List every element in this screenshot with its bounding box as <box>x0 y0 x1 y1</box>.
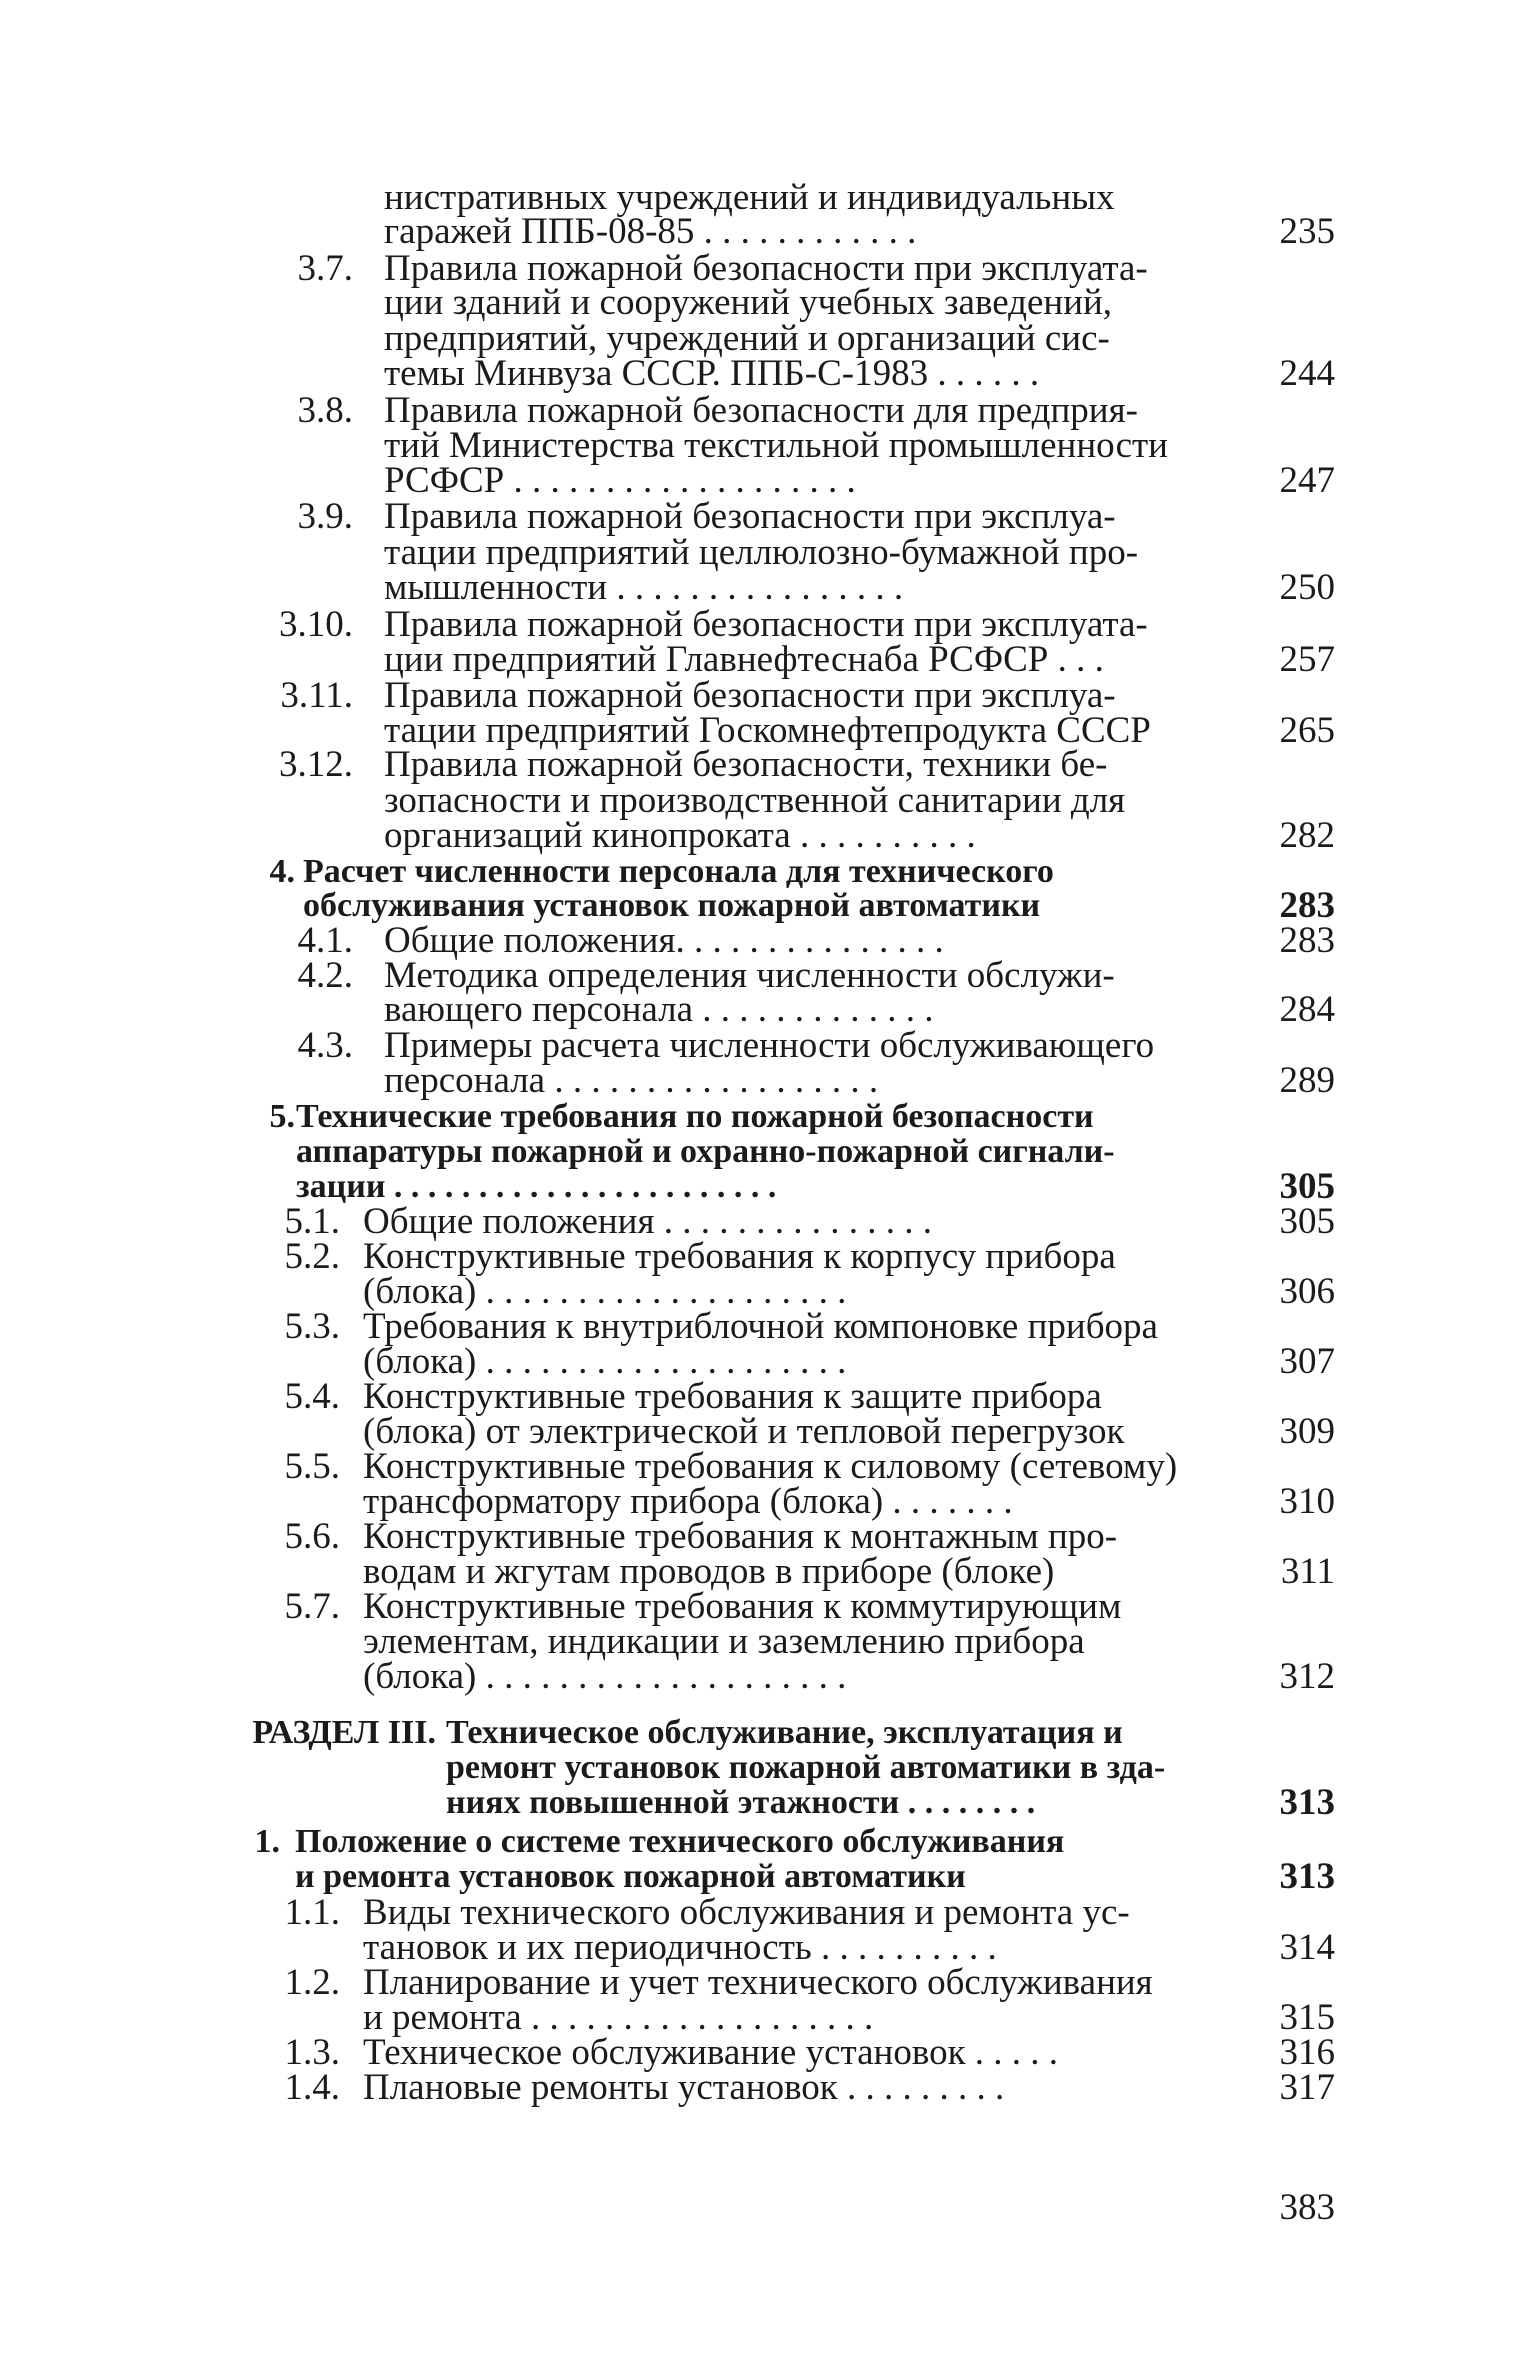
toc-item-number: 3.10. <box>279 604 353 645</box>
toc-item-title: организаций кинопроката . . . . . . . . . . <box>384 815 976 856</box>
toc-item-title: ции зданий и сооружений учебных заведений, <box>384 282 1113 323</box>
toc-item-title: темы Минвуза СССР. ППБ-С-1983 . . . . . . <box>384 353 1040 394</box>
toc-line <box>0 1657 1535 1717</box>
toc-item-title: Конструктивные требования к силовому (сетевому) <box>363 1446 1178 1487</box>
toc-item-title: мышленности . . . . . . . . . . . . . . . . <box>384 567 904 608</box>
toc-item-title: и ремонта . . . . . . . . . . . . . . . . . . . <box>363 1997 874 2038</box>
toc-item-number: 5.4. <box>284 1376 340 1417</box>
toc-item-number: 1.3. <box>284 2032 340 2073</box>
toc-item-title: Техническое обслуживание, эксплуатация и <box>446 1714 1123 1751</box>
toc-item-title: Примеры расчета численности обслуживающего <box>384 1025 1155 1066</box>
toc-page-number: 312 <box>1279 1656 1335 1697</box>
toc-item-title: Правила пожарной безопасности при эксплуа- <box>384 675 1116 716</box>
toc-page-number: 284 <box>1279 989 1335 1030</box>
toc-item-title: трансформатору прибора (блока) . . . . . . . <box>363 1481 1013 1522</box>
toc-item-number: 5.3. <box>284 1306 340 1347</box>
toc-page-number: 306 <box>1279 1271 1335 1312</box>
page-number: 383 <box>1279 2187 1335 2228</box>
toc-page-number: 244 <box>1279 353 1335 394</box>
toc-item-title: Правила пожарной безопасности, техники бе- <box>384 744 1108 785</box>
toc-item-title: тий Министерства текстильной промышленности <box>384 425 1168 466</box>
toc-item-title: (блока) . . . . . . . . . . . . . . . . . . . . <box>363 1341 847 1382</box>
toc-item-title: Правила пожарной безопасности при эксплуа- <box>384 496 1116 537</box>
toc-page-number: 313 <box>1279 1782 1335 1823</box>
toc-page-number: 307 <box>1279 1341 1335 1382</box>
toc-item-number: 3.11. <box>280 675 353 716</box>
toc-item-title: Конструктивные требования к защите прибора <box>363 1376 1102 1417</box>
toc-item-title: тановок и их периодичность . . . . . . . . . . <box>363 1927 997 1968</box>
toc-page-number: 311 <box>1280 1551 1335 1592</box>
toc-item-title: и ремонта установок пожарной автоматики <box>295 1858 966 1895</box>
toc-item-title: вающего персонала . . . . . . . . . . . . . <box>384 989 934 1030</box>
toc-item-title: гаражей ППБ-08-85 . . . . . . . . . . . . <box>384 211 917 252</box>
toc-item-title: Правила пожарной безопасности при эксплуата- <box>384 248 1148 289</box>
toc-item-title: Общие положения. . . . . . . . . . . . . . . <box>384 920 944 961</box>
toc-item-title: Конструктивные требования к коммутирующим <box>363 1586 1122 1627</box>
toc-item-number: 3.12. <box>279 744 353 785</box>
toc-item-title: Правила пожарной безопасности при эксплуата- <box>384 604 1148 645</box>
toc-page-number: 250 <box>1279 567 1335 608</box>
toc-item-number: 4. <box>269 853 295 890</box>
toc-page-number: 305 <box>1279 1201 1335 1242</box>
toc-item-title: ниях повышенной этажности . . . . . . . . <box>446 1784 1036 1821</box>
toc-item-title: персонала . . . . . . . . . . . . . . . . . . <box>384 1060 879 1101</box>
toc-item-number: 3.8. <box>297 390 353 431</box>
toc-item-title: зации . . . . . . . . . . . . . . . . . . . . . . . <box>296 1168 777 1205</box>
toc-page-number: 257 <box>1279 639 1335 680</box>
toc-item-number: 3.9. <box>297 496 353 537</box>
toc-item-title: Общие положения . . . . . . . . . . . . . . . <box>363 1201 932 1242</box>
toc-page-number: 313 <box>1279 1856 1335 1897</box>
toc-item-title: Методика определения численности обслужи- <box>384 955 1115 996</box>
toc-item-title: Плановые ремонты установок . . . . . . . . . <box>363 2067 1005 2108</box>
toc-item-title: зопасности и производственной санитарии для <box>384 780 1126 821</box>
toc-page-number: 283 <box>1279 885 1335 926</box>
toc-item-number: 5.1. <box>284 1201 340 1242</box>
toc-page-number: 305 <box>1279 1166 1335 1207</box>
toc-item-title: (блока) . . . . . . . . . . . . . . . . . . . . <box>363 1271 847 1312</box>
toc-item-title: Правила пожарной безопасности для предприя- <box>384 390 1138 431</box>
toc-item-title: Положение о системе технического обслуживания <box>295 1823 1065 1860</box>
toc-item-title: водам и жгутам проводов в приборе (блоке) <box>363 1551 1055 1592</box>
toc-item-number: 5.6. <box>284 1516 340 1557</box>
toc-item-number: 4.1. <box>297 920 353 961</box>
toc-item-title: аппаратуры пожарной и охранно-пожарной сигнали- <box>296 1133 1115 1170</box>
toc-item-title: тации предприятий Госкомнефтепродукта СССР <box>384 710 1151 751</box>
toc-item-title: ции предприятий Главнефтеснаба РСФСР . . . <box>384 639 1104 680</box>
toc-item-title: Требования к внутриблочной компоновке прибора <box>363 1306 1158 1347</box>
toc-item-title: Планирование и учет технического обслуживания <box>363 1962 1153 2003</box>
toc-page-number: 282 <box>1279 815 1335 856</box>
toc-page-number: 283 <box>1279 920 1335 961</box>
toc-item-number: 5.5. <box>284 1446 340 1487</box>
toc-item-number: 1. <box>254 1823 280 1860</box>
toc-item-number: 5. <box>269 1098 295 1135</box>
toc-item-title: (блока) . . . . . . . . . . . . . . . . . . . . <box>363 1656 847 1697</box>
toc-item-title: предприятий, учреждений и организаций сис- <box>384 318 1110 359</box>
toc-item-number: 1.2. <box>284 1962 340 2003</box>
toc-page-number: 316 <box>1279 2032 1335 2073</box>
toc-item-number: 4.3. <box>297 1025 353 1066</box>
toc-page-number: 247 <box>1279 460 1335 501</box>
toc-item-number: 3.7. <box>297 248 353 289</box>
toc-item-title: Конструктивные требования к корпусу прибора <box>363 1236 1116 1277</box>
toc-page-number: 314 <box>1279 1927 1335 1968</box>
toc-item-title: Техническое обслуживание установок . . . . . <box>363 2032 1059 2073</box>
toc-item-title: Расчет численности персонала для технического <box>303 853 1054 890</box>
toc-line <box>0 2068 1535 2128</box>
toc-item-number: 5.2. <box>284 1236 340 1277</box>
toc-item-title: элементам, индикации и заземлению прибора <box>363 1621 1085 1662</box>
toc-item-title: обслуживания установок пожарной автоматики <box>303 887 1041 924</box>
toc-item-title: ремонт установок пожарной автоматики в зда- <box>446 1749 1166 1786</box>
toc-page-number: 289 <box>1279 1060 1335 1101</box>
toc-page-number: 265 <box>1279 710 1335 751</box>
toc-page-number: 309 <box>1279 1411 1335 1452</box>
toc-page-number: 310 <box>1279 1481 1335 1522</box>
toc-item-number: 4.2. <box>297 955 353 996</box>
toc-item-title: (блока) от электрической и тепловой перегрузок <box>363 1411 1125 1452</box>
toc-item-title: Технические требования по пожарной безопасности <box>296 1098 1094 1135</box>
toc-item-number: 1.4. <box>284 2067 340 2108</box>
toc-item-title: тации предприятий целлюлозно-бумажной про- <box>384 532 1139 573</box>
toc-page-number: 315 <box>1279 1997 1335 2038</box>
toc-item-number: РАЗДЕЛ III. <box>252 1714 436 1751</box>
toc-item-number: 1.1. <box>284 1892 340 1933</box>
toc-page-number: 317 <box>1279 2067 1335 2108</box>
toc-item-title: нистративных учреждений и индивидуальных <box>384 177 1115 218</box>
toc-page-number: 235 <box>1279 211 1335 252</box>
toc-item-title: Конструктивные требования к монтажным про- <box>363 1516 1118 1557</box>
toc-item-title: РСФСР . . . . . . . . . . . . . . . . . . . <box>384 460 856 501</box>
toc-item-title: Виды технического обслуживания и ремонта ус- <box>363 1892 1130 1933</box>
toc-item-number: 5.7. <box>284 1586 340 1627</box>
